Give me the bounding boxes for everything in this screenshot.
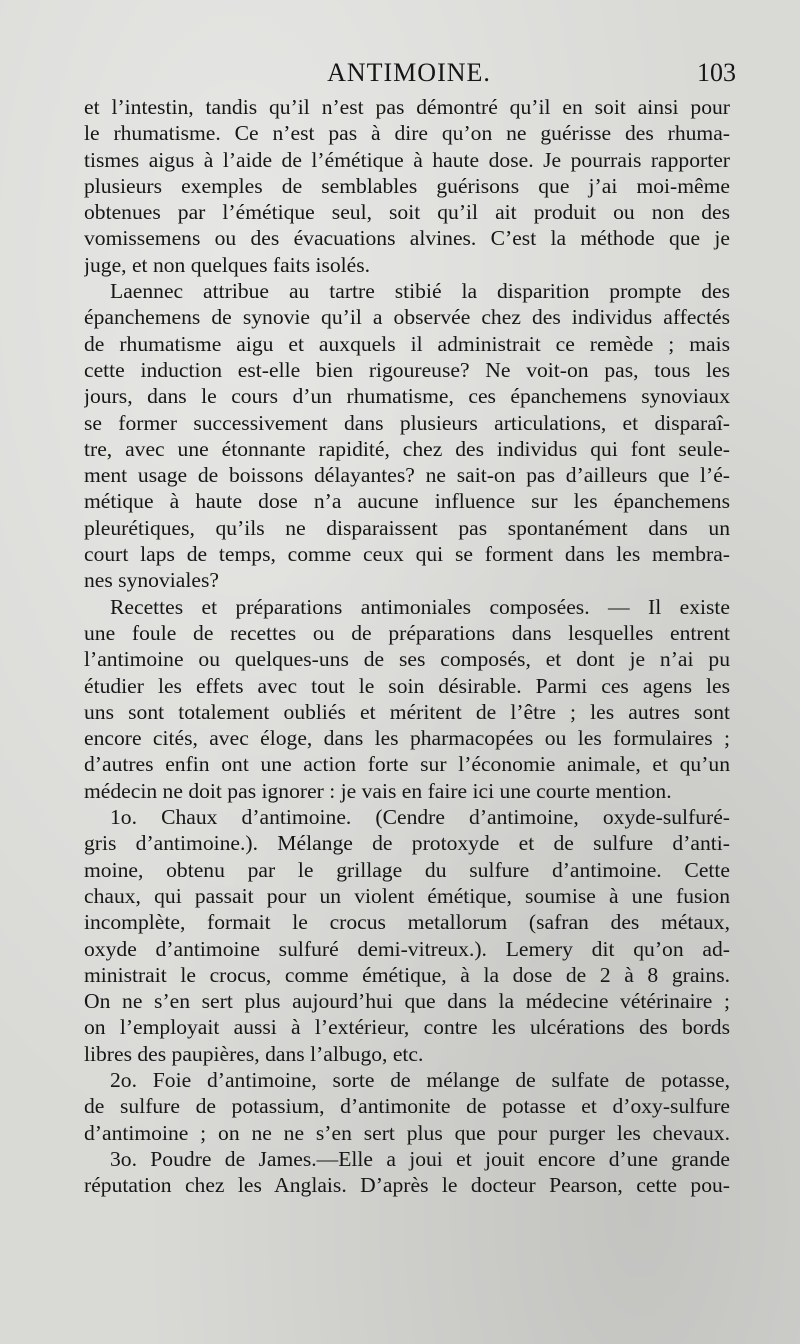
text-line: ment usage de boissons délayantes? ne sait-on pas d’ailleurs que l’é- (84, 463, 730, 488)
text-line: métique à haute dose n’a aucune influence sur les épanchemens (84, 489, 730, 514)
paragraph-first-line: Laennec attribue au tartre stibié la disparition prompte des (110, 279, 730, 304)
text-line: jours, dans le cours d’un rhumatisme, ces épanchemens synoviaux (84, 384, 730, 409)
text-line: vomissemens ou des évacuations alvines. C’est la méthode que je (84, 226, 730, 251)
list-item-line: 1o. Chaux d’antimoine. (Cendre d’antimoine, oxyde-sulfuré- (110, 805, 730, 830)
body-text (84, 94, 730, 1198)
text-line: On ne s’en sert plus aujourd’hui que dans la médecine vétérinaire ; (84, 989, 730, 1014)
text-line: médecin ne doit pas ignorer : je vais en faire ici une courte mention. (84, 778, 672, 803)
text-line: nes synoviales? (84, 568, 219, 593)
list-item-line: 3o. Poudre de James.—Elle a joui et jouit encore d’une grande (110, 1146, 730, 1171)
text-line: court laps de temps, comme ceux qui se forment dans les membra- (84, 542, 730, 567)
text-line: encore cités, avec éloge, dans les pharmacopées ou les formulaires ; (84, 726, 730, 751)
text-line: épanchemens de synovie qu’il a observée chez des individus affectés (84, 305, 730, 330)
text-line: d’antimoine ; on ne ne s’en sert plus que pour purger les chevaux. (84, 1120, 730, 1145)
text-line: le rhumatisme. Ce n’est pas à dire qu’on ne guérisse des rhuma- (84, 121, 730, 146)
text-line: oxyde d’antimoine sulfuré demi-vitreux.). Lemery dit qu’on ad- (84, 936, 730, 961)
text-line: de rhumatisme aigu et auxquels il administrait ce remède ; mais (84, 331, 730, 356)
running-title: ANTIMOINE. (327, 58, 491, 87)
text-line: de sulfure de potassium, d’antimonite de potasse et d’oxy-sulfure (84, 1094, 730, 1119)
text-line: gris d’antimoine.). Mélange de protoxyde et de sulfure d’anti- (84, 831, 730, 856)
text-line: cette induction est-elle bien rigoureuse? Ne voit-on pas, tous les (84, 357, 730, 382)
page-number: 103 (697, 58, 736, 87)
text-line: incomplète, formait le crocus metallorum (safran des métaux, (84, 910, 730, 935)
text-line: se former successivement dans plusieurs articulations, et disparaî- (84, 410, 730, 435)
text-line: plusieurs exemples de semblables guérisons que j’ai moi-même (84, 173, 730, 198)
text-line: tismes aigus à l’aide de l’émétique à haute dose. Je pourrais rapporter (84, 147, 730, 172)
text-line: obtenues par l’émétique seul, soit qu’il ait produit ou non des (84, 200, 730, 225)
text-line: et l’intestin, tandis qu’il n’est pas démontré qu’il en soit ainsi pour (84, 95, 730, 119)
text-line: d’autres enfin ont une action forte sur l’économie animale, et qu’un (84, 752, 730, 777)
text-line: réputation chez les Anglais. D’après le docteur Pearson, cette pou- (84, 1173, 730, 1198)
text-line: uns sont totalement oubliés et méritent de l’être ; les autres sont (84, 699, 730, 724)
section-heading-line: Recettes et préparations antimoniales composées. — Il existe (110, 594, 730, 619)
text-line: pleurétiques, qu’ils ne disparaissent pas spontanément dans un (84, 515, 730, 540)
text-line: chaux, qui passait pour un violent émétique, soumise à une fusion (84, 883, 730, 908)
running-head (82, 58, 736, 94)
text-line: moine, obtenu par le grillage du sulfure d’antimoine. Cette (84, 857, 730, 882)
text-line: une foule de recettes ou de préparations dans lesquelles entrent (84, 620, 730, 645)
text-line: ministrait le crocus, comme émétique, à la dose de 2 à 8 grains. (84, 962, 730, 987)
list-item-line: 2o. Foie d’antimoine, sorte de mélange de sulfate de potasse, (110, 1067, 730, 1092)
text-line: libres des paupières, dans l’albugo, etc. (84, 1041, 424, 1066)
text-line: on l’employait aussi à l’extérieur, contre les ulcérations des bords (84, 1015, 730, 1040)
text-line: tre, avec une étonnante rapidité, chez des individus qui font seule- (84, 436, 730, 461)
text-line: étudier les effets avec tout le soin désirable. Parmi ces agens les (84, 673, 730, 698)
text-line: l’antimoine ou quelques-uns de ses composés, et dont je n’ai pu (84, 647, 730, 672)
text-line: juge, et non quelques faits isolés. (84, 252, 371, 277)
